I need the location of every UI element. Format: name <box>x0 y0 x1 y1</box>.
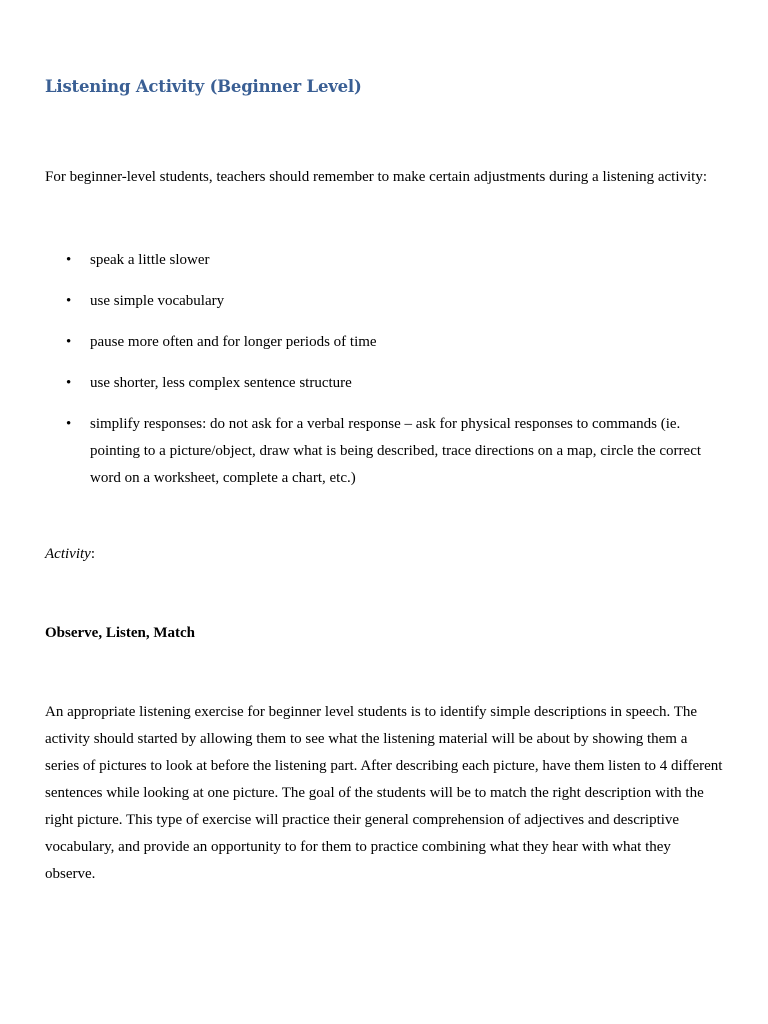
activity-label <box>45 544 95 564</box>
list-item-text: pause more often and for longer periods of time <box>90 334 377 350</box>
bullet-icon: • <box>66 252 72 268</box>
activity-label-colon: : <box>90 546 95 562</box>
list-item <box>45 411 725 492</box>
list-item-text: use shorter, less complex sentence structure <box>90 375 352 391</box>
list-item <box>45 370 725 397</box>
bullet-icon: • <box>66 416 72 432</box>
activity-description: An appropriate listening exercise for beginner level students is to identify simple descriptions in speech. The activity should started by allowing them to see what the listening material will be about by showing them a series of pictures to look at before the listening part. After describing each picture, have them listen to 4 different sentences while looking at one picture. The goal of the students will be to match the right description with the right picture. This type of exercise will practice their general comprehension of adjectives and descriptive vocabulary, and provide an opportunity to for them to practice combining what they hear with what they observe. <box>45 704 723 882</box>
intro-paragraph: For beginner-level students, teachers should remember to make certain adjustments during a listening activity: <box>45 169 708 185</box>
adjustments-list <box>45 247 725 506</box>
list-item <box>45 288 725 315</box>
list-item-text: simplify responses: do not ask for a verbal response – ask for physical responses to commands (ie. pointing to a picture/object, draw what is being described, trace directions on a map, circle the correct word on a worksheet, complete a chart, etc.) <box>90 416 702 486</box>
activity-label-text: Activity <box>45 546 91 562</box>
list-item-text: speak a little slower <box>90 252 210 268</box>
page-title: Listening Activity (Beginner Level) <box>45 77 362 96</box>
list-item <box>45 247 725 274</box>
list-item <box>45 329 725 356</box>
bullet-icon: • <box>66 375 72 391</box>
list-item-text: use simple vocabulary <box>90 293 225 309</box>
bullet-icon: • <box>66 293 72 309</box>
activity-title: Observe, Listen, Match <box>45 625 195 641</box>
bullet-icon: • <box>66 334 72 350</box>
